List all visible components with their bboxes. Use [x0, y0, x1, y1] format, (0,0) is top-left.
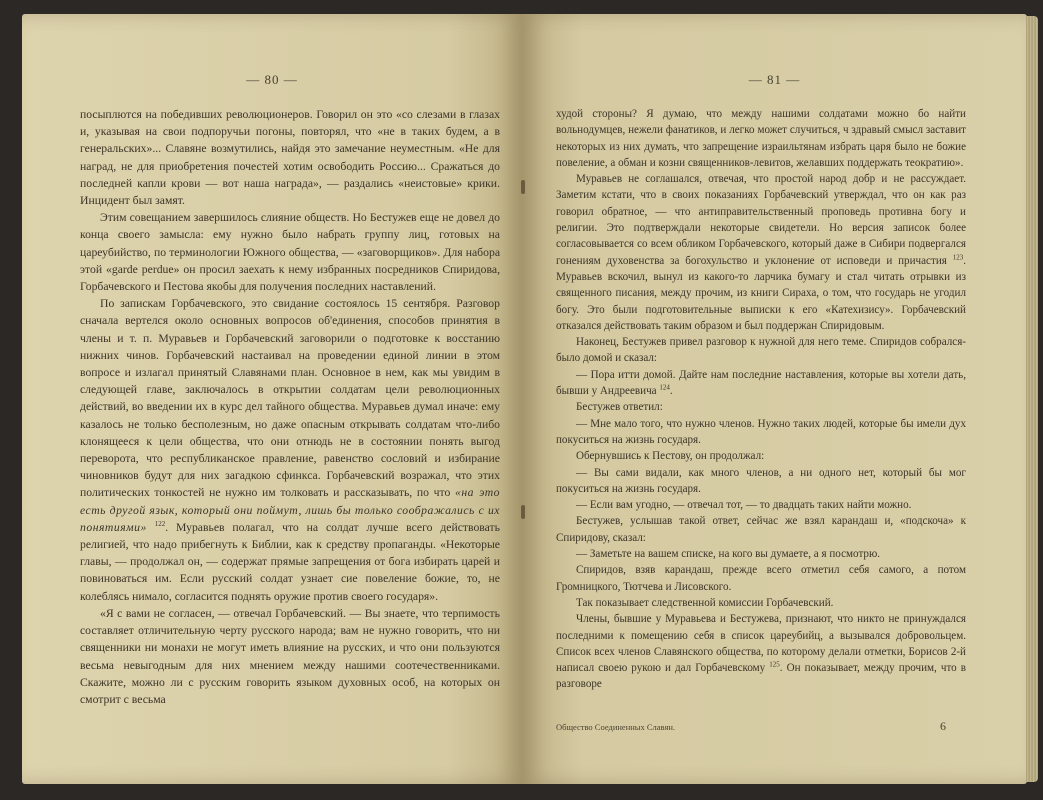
paragraph [80, 209, 500, 295]
sheet-number: 6 [940, 719, 946, 733]
paragraph-text: — Заметьте на вашем списке, на кого вы думаете, а я посмотрю. [576, 548, 881, 561]
paragraph-text: посыплются на победивших революционеров. Говорил он это «со слезами в глазах и, указывая на свои подпоручьи погоны, повторял, что «не в таких будем, а в генеральских»... Славяне возмутились, найдя это замечание неуместным. «Не для наград, не для приобретения почестей хотим освободить Россию... Сражаться до последней капли крови — вот наша награда», — раздались «неистовые» крики. Инцидент был замят. [80, 108, 500, 208]
paragraph-text: Так показывает следственной комиссии Горбачевский. [576, 596, 834, 609]
italic-quote: «на это есть другой язык, который они поймут, лишь бы только соображались с их понятиями» [80, 486, 500, 534]
left-page-text [80, 106, 500, 708]
paragraph-text: Наконец, Бестужев привел разговор к нужной для него теме. Спиридов собрался-было домой и сказал: [556, 336, 966, 365]
paragraph-text: — Мне мало того, что нужно членов. Нужно таких людей, которые бы имели дух покуситься на жизнь государя. [556, 417, 966, 446]
paragraph [556, 399, 966, 415]
paragraph [556, 106, 966, 171]
paragraph-text: — Пора итти домой. Дайте нам последние наставления, которые вы хотели дать, бывши у Андреевича [556, 368, 966, 398]
binding-thread [521, 505, 525, 519]
paragraph-text: Бестужев, услышав такой ответ, сейчас же взял карандаш и, «подскоча» к Спиридову, сказал: [556, 515, 966, 544]
footnote-ref: 124 [659, 383, 670, 392]
paragraph [556, 513, 966, 546]
paragraph [556, 595, 966, 611]
paragraph-text: худой стороны? Я думаю, что между нашими солдатами можно бо найти вольнодумцев, нежели фанатиков, и легко может случиться, ч здравый смысл заставит некоторых из них думать, что запрещение израильтянам избрать царя было не божие повеление, а обман и козни священников-левитов, желавших поддержать теократию». [556, 108, 966, 169]
paragraph [556, 562, 966, 595]
footnote-ref: 123 [952, 252, 964, 261]
paragraph-text: . Он показывает, между прочим, что в разговоре [556, 662, 966, 691]
paragraph [556, 416, 966, 449]
left-page-number: — 80 — [246, 72, 298, 87]
paragraph [556, 465, 966, 498]
right-page-text [556, 106, 966, 693]
signature-line: Общество Соединенных Славян. [556, 722, 676, 732]
paragraph-text: Этим совещанием завершилось слияние обществ. Но Бестужев еще не довел до конца своего замысла: ему нужно было набрать группу лиц, готовых на цареубийство, по терминологии Южного общества, — «заговорщиков». Для набора этой «garde perdue» он просил заехать к нему избранных посредников Спиридова, Горбачевского и Пестова якобы для получения последних наставлений. [80, 211, 500, 294]
paragraph-text: — Вы сами видали, как много членов, а ни одного нет, который бы мог покуситься на жизнь государя. [556, 466, 966, 495]
binding-thread [521, 180, 525, 194]
right-page-number: — 81 — [748, 72, 801, 87]
paragraph [556, 334, 966, 367]
paragraph-text: «Я с вами не согласен, — отвечал Горбачевский. — Вы знаете, что терпимость составляет отличительную черту русского народа; вам не нужно говорить, что ни священники ни монахи не могут иметь влияние на русских, и что они пользуются весьма невыгодным для них мнением между нашими соотечественниками. Скажите, можно ли с русским говорить языком духовных особ, на которых он смотрит с весьма [80, 606, 500, 706]
paragraph [556, 497, 966, 513]
paragraph [556, 171, 966, 334]
paragraph [556, 448, 966, 464]
paragraph-text: — Если вам угодно, — отвечал тот, — то двадцать таких найти можно. [576, 499, 912, 512]
paragraph [80, 605, 500, 708]
paragraph-text: . Муравьев полагал, что на солдат лучше всего действовать религией, что надо прибегнуть к Библии, как к средству пропаганды. «Некоторые главы, — продолжал он, — содержат прямые запрещения от бога избирать царей и повиноваться им. Если русский солдат узнает сие повеление божие, то, не колеблясь нимало, согласится поднять оружие против своего государя». [80, 520, 500, 603]
paragraph [556, 546, 966, 562]
footnote-ref: 125 [769, 660, 780, 669]
paragraph-text: Бестужев ответил: [576, 401, 663, 414]
page-footer [556, 719, 946, 734]
paragraph-text: . [669, 385, 673, 398]
left-page [22, 14, 522, 784]
paragraph-text: Спиридов, взяв карандаш, прежде всего отметил себя самого, а потом Громницкого, Тютчева и Лисовского. [556, 564, 966, 593]
paragraph-text: Члены, бывшие у Муравьева и Бестужева, признают, что никто не принуждался последними к помещению себя в список цареубийц, а вызывался добровольцем. Список всех членов Славянского общества, по которому делали отметки, Борисов 2-й написал своею рукою и дал Горбачевскому [556, 613, 966, 675]
paragraph [556, 611, 966, 692]
paragraph [556, 367, 966, 400]
page-edges [1026, 16, 1038, 782]
paragraph-text: . Муравьев вскочил, вынул из какого-то ларчика бумагу и стал читать отрывки из священного писания, между прочим, из книги Сираха, о том, что государь не угодил богу. Это были подготовительные выписки к его «Катехизису». Горбачевский отказался действовать таким образом и был поддержан Спиридовым. [556, 254, 966, 332]
paragraph-text: Обернувшись к Пестову, он продолжал: [576, 450, 765, 463]
paragraph [80, 106, 500, 209]
paragraph [80, 295, 500, 605]
footnote-ref: 122 [154, 519, 166, 528]
paragraph-text: Муравьев не соглашался, отвечая, что простой народ добр и не рассуждает. Заметим кстати, что в своих показаниях Горбачевский утверждал, что он как раз говорил обратное, — что антиправительственный проповедь противна богу и религии. Это подтверждали некоторые свидетели. Но версия записок более согласовывается со всем обликом Горбачевского, который даже в Сибири подвергался гонениям духовенства за богохульство и уклонение от исповеди и причастия [556, 173, 966, 267]
right-page [522, 14, 1027, 784]
paragraph-text: По запискам Горбачевского, это свидание состоялось 15 сентября. Разговор сначала вертелся около основных вопросов об'единения, способов принятия в члены и т. п. Муравьев и Горбачевский заговорили о подготовке к восстанию нижних чинов. Горбачевский настаивал на проведении единой линии в этом вопросе и излагал принятый Славянами план. Основное в нем, как мы увидим в следующей главе, заключалось в открытии солдатам цели революционных действий, во введении их в курс дел тайного общества. Муравьев думал иначе: ему казалось не только бесполезным, но даже опасным открывать солдатам что-либо клонящееся к цели общества, что они отнюдь не в состоянии понять выгод переворота, что республиканское правление, равенство сословий и избирание чиновников будут для них загадкою сфинкса. Горбачевский возражал, что этих политических тонкостей не нужно им толковать и рассказывать, по что [80, 297, 500, 500]
